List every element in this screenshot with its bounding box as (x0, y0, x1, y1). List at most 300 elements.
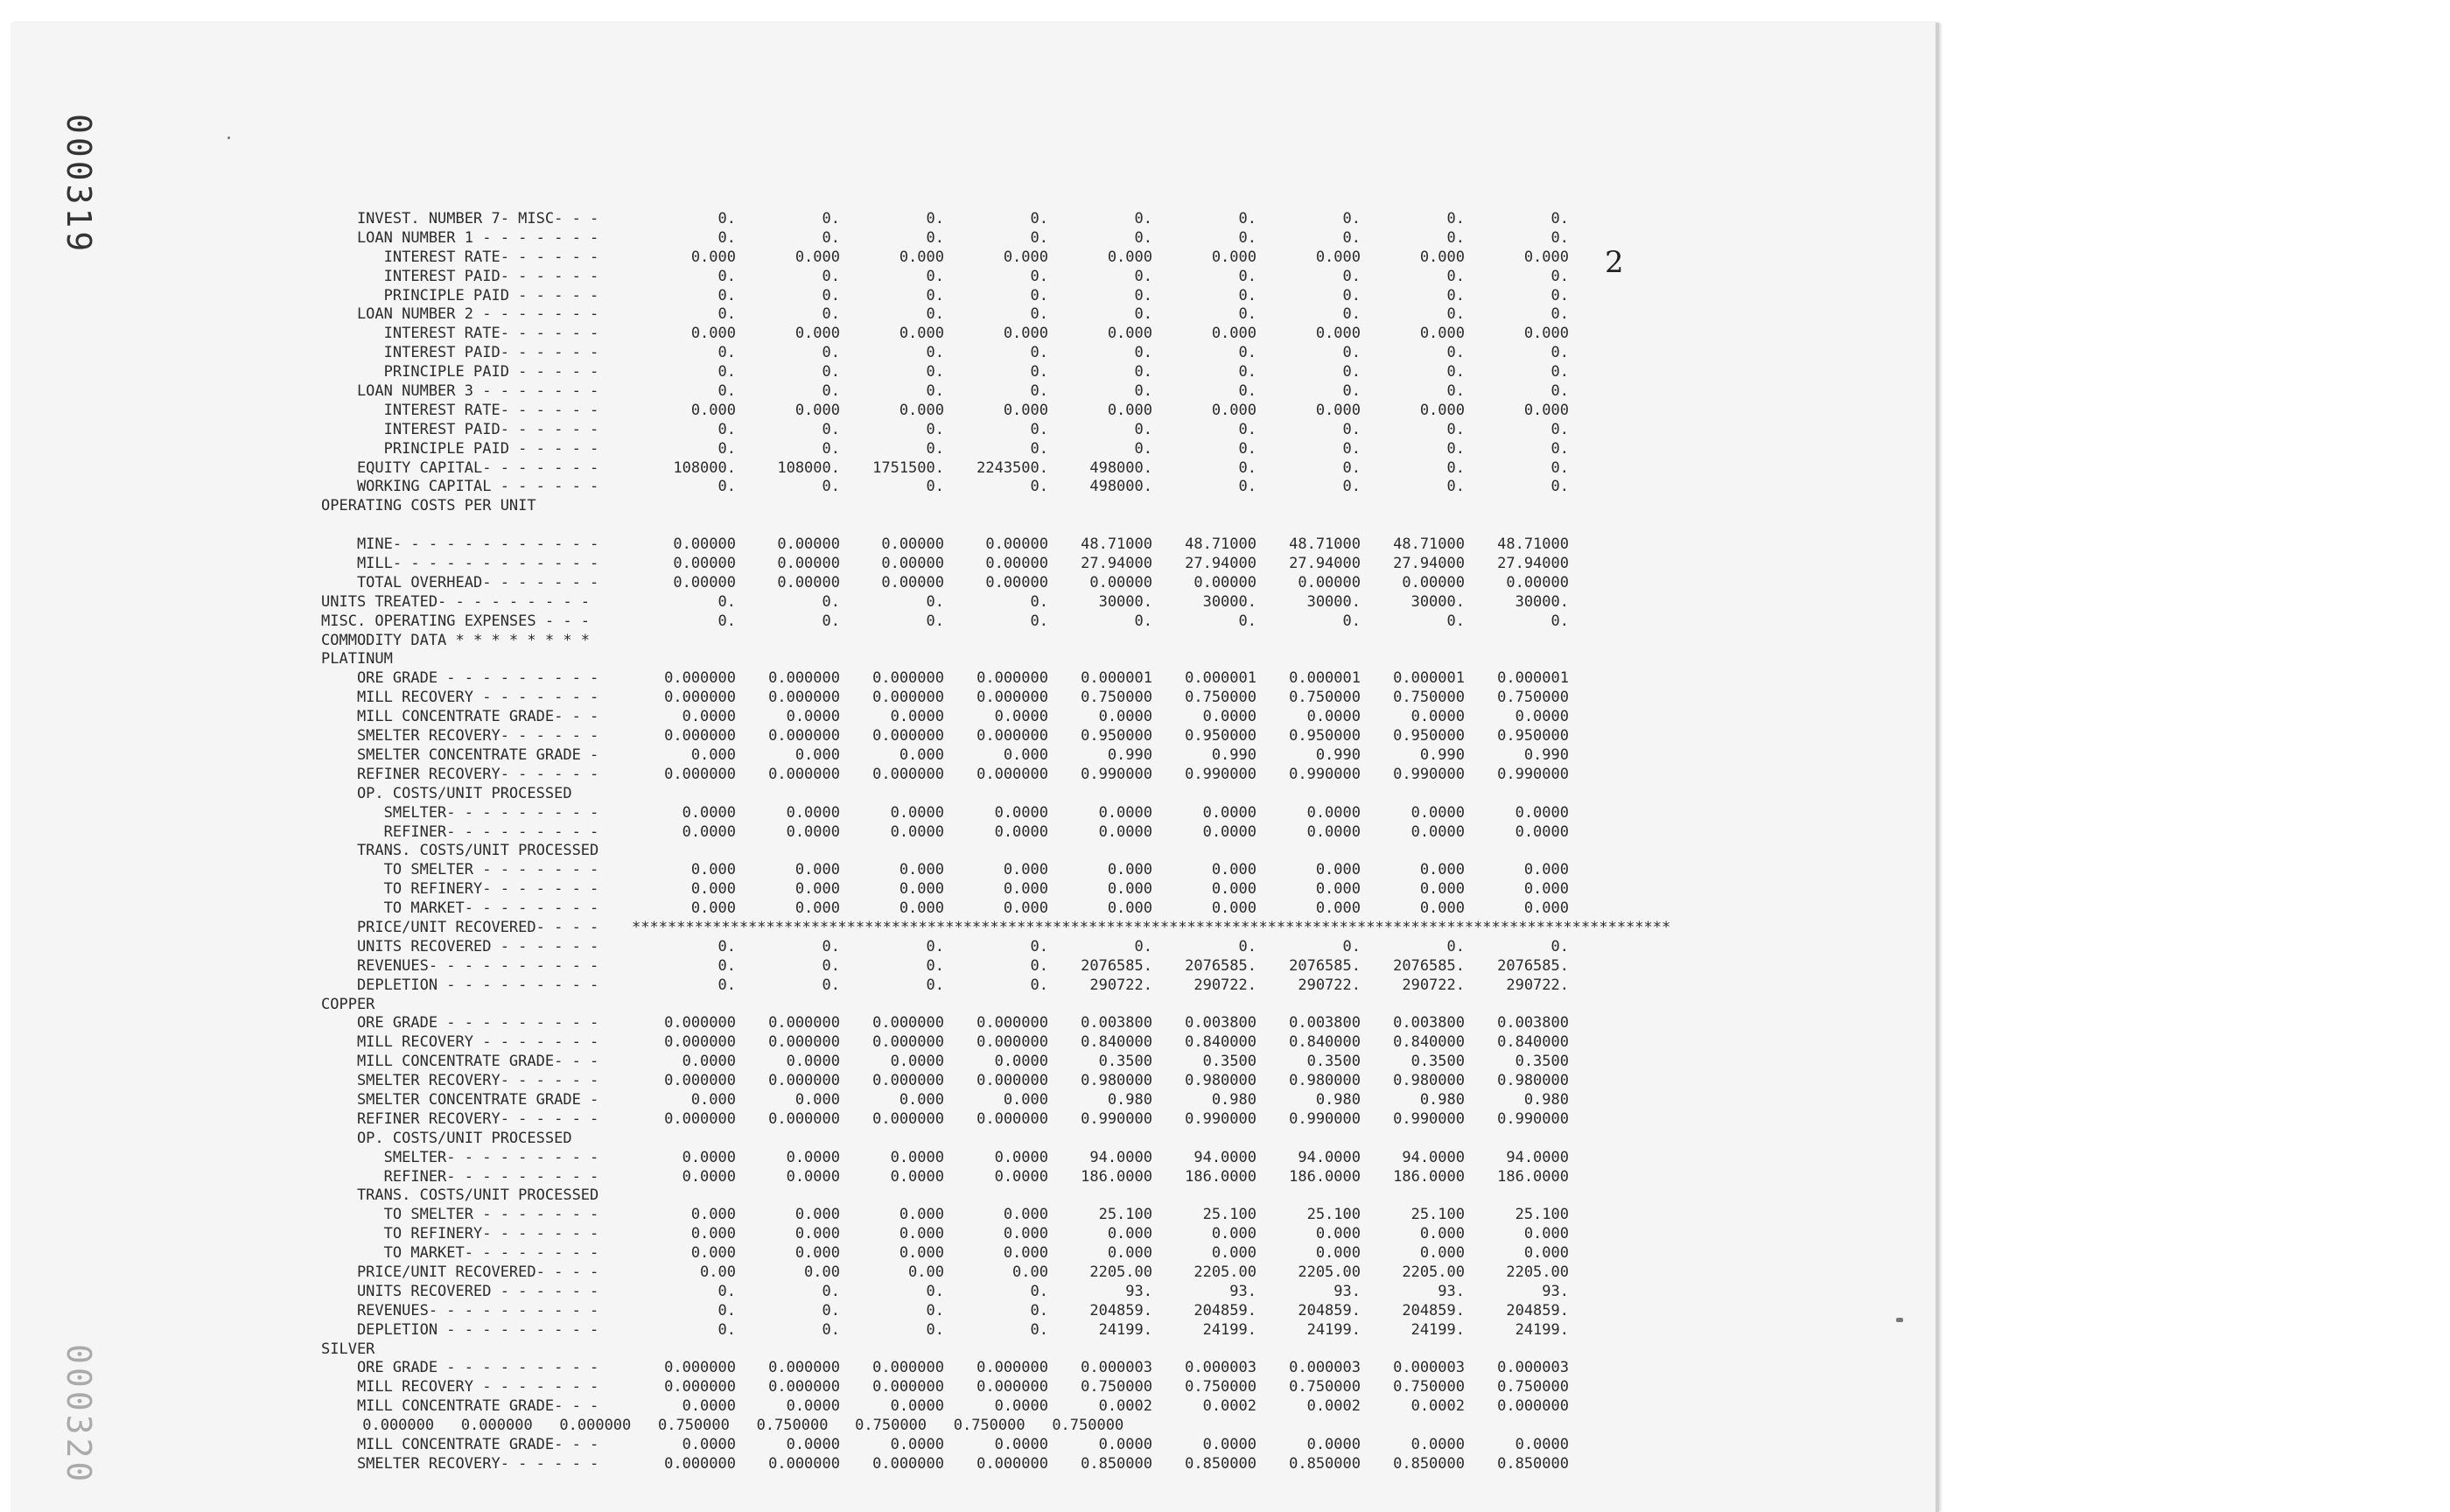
value-cell: 0.000 (899, 861, 944, 879)
value-cell: 0.980 (1523, 1090, 1569, 1109)
value-cell: 0.000 (1003, 248, 1048, 266)
value-cell: 0.0000 (1098, 822, 1152, 841)
row-values (632, 305, 1569, 323)
value-cell: 0. (926, 210, 944, 228)
value-cell: 0.000 (1211, 401, 1256, 419)
value-cell: 0.000 (1211, 861, 1256, 879)
report-row (321, 1455, 1590, 1474)
value-cell: 0. (926, 937, 944, 956)
value-cell: 0.000 (690, 1225, 736, 1243)
value-cell: 0.000 (1523, 1244, 1569, 1263)
value-cell: 0. (822, 956, 840, 975)
value-cell: 0.990000 (1081, 765, 1152, 783)
value-cell: 186.0000 (1289, 1167, 1361, 1186)
value-cell: 0.850000 (1393, 1454, 1465, 1473)
row-values (632, 1455, 1569, 1473)
value-cell: 94.0000 (1298, 1148, 1361, 1166)
value-cell: 0.003800 (1497, 1014, 1569, 1032)
value-cell: 0. (1550, 344, 1569, 362)
report-row (321, 746, 1590, 766)
report-row (321, 766, 1590, 785)
value-cell: 0.000000 (872, 1072, 944, 1090)
value-cell: 0. (1446, 305, 1465, 324)
value-cell: 0. (1550, 210, 1569, 228)
report-row (321, 1225, 1590, 1244)
value-cell: 0.000 (1107, 1225, 1152, 1243)
value-cell: 0. (1550, 382, 1569, 401)
value-cell: 0. (926, 420, 944, 438)
value-cell: 0. (1134, 305, 1152, 324)
value-cell: 0.000000 (976, 727, 1048, 746)
value-cell: 0.000000 (768, 1014, 840, 1032)
row-values (632, 1244, 1569, 1262)
value-cell: 0.990000 (1393, 765, 1465, 783)
value-cell: 0.000 (1107, 900, 1152, 918)
value-cell: 0. (822, 344, 840, 362)
value-cell: 0.990000 (1497, 1110, 1569, 1128)
value-cell: 0. (1134, 382, 1152, 401)
row-values (632, 459, 1569, 477)
value-cell: 0.000 (899, 248, 944, 266)
value-cell: 0. (1446, 612, 1465, 630)
handwritten-mark: 2 (1605, 245, 1624, 280)
value-cell: 0.000000 (664, 1359, 736, 1377)
value-cell: 0.0000 (1515, 803, 1569, 822)
value-cell: 0.000 (1523, 880, 1569, 899)
row-values (632, 1168, 1569, 1186)
value-cell: 0.0000 (1098, 1436, 1152, 1453)
value-cell: 0.000 (794, 325, 840, 343)
value-cell: 94.0000 (1089, 1148, 1152, 1166)
row-values (632, 1053, 1569, 1070)
value-cell: 0.0000 (994, 1053, 1048, 1071)
row-values (632, 1206, 1569, 1223)
report-row (321, 1091, 1590, 1110)
value-cell: 0.0000 (1306, 1436, 1361, 1453)
value-cell: 0.000 (794, 248, 840, 266)
report-row (321, 957, 1590, 976)
row-label: MINE- - - - - - - - - - - - (321, 536, 599, 554)
value-cell: 0.000000 (768, 1359, 840, 1377)
row-values (632, 1378, 1569, 1396)
report-row (321, 689, 1590, 708)
report-row (321, 900, 1590, 919)
report-row (321, 1053, 1590, 1072)
value-cell: 0. (1238, 305, 1256, 324)
value-cell: 0. (1238, 228, 1256, 247)
row-label: INTEREST PAID- - - - - - (321, 420, 599, 438)
value-cell: 0.0002 (1098, 1397, 1152, 1416)
value-cell: 30000. (1202, 592, 1256, 611)
value-cell: 0. (1134, 937, 1152, 956)
row-label: SMELTER- - - - - - - - - (321, 1148, 599, 1166)
row-label: INTEREST RATE- - - - - - (321, 401, 599, 419)
value-cell: 0. (822, 592, 840, 611)
value-cell: 0.00000 (985, 536, 1048, 554)
report-row (321, 440, 1590, 459)
value-cell: 0.980000 (1081, 1072, 1152, 1090)
value-cell: 0.000 (1003, 1090, 1048, 1109)
value-cell: 0.0000 (1306, 822, 1361, 841)
value-cell: 0.000 (1419, 1244, 1465, 1263)
value-cell: 0.00000 (881, 555, 944, 573)
row-values (632, 478, 1569, 495)
row-label: SMELTER CONCENTRATE GRADE - (321, 1090, 599, 1109)
row-values (632, 536, 1569, 553)
value-cell: 0. (822, 1282, 840, 1300)
value-cell: 0. (718, 937, 736, 956)
report-row (321, 305, 1590, 325)
report-row (321, 1014, 1590, 1033)
report-row (321, 1397, 1590, 1417)
report-row (321, 1130, 1590, 1149)
value-cell: 0. (1030, 956, 1048, 975)
value-cell: 0.0000 (786, 1148, 840, 1166)
scan-speck (228, 136, 230, 139)
value-cell: 0. (1030, 344, 1048, 362)
value-cell: 0.000000 (872, 669, 944, 688)
value-cell: 0.840000 (1289, 1033, 1361, 1052)
row-label: OP. COSTS/UNIT PROCESSED (321, 1129, 572, 1147)
row-label: INTEREST PAID- - - - - - (321, 344, 599, 362)
value-cell: 0.980000 (1289, 1072, 1361, 1090)
report-row (321, 1244, 1590, 1264)
row-label: PLATINUM (321, 650, 393, 668)
report-row (321, 478, 1590, 497)
value-cell: 0.000001 (1393, 669, 1465, 688)
value-cell: 0.000000 (664, 1110, 736, 1128)
value-cell: 0.000 (1211, 1225, 1256, 1243)
row-values (632, 746, 1569, 764)
value-cell: 0.000003 (1393, 1359, 1465, 1377)
value-cell: 0. (1134, 612, 1152, 630)
value-cell: 0. (718, 382, 736, 401)
row-label: PRINCIPLE PAID - - - - - (321, 363, 599, 382)
row-label: PRICE/UNIT RECOVERED- - - - (321, 918, 599, 936)
value-cell: 0.000 (1003, 746, 1048, 764)
value-cell: 0.0000 (1098, 803, 1152, 822)
value-cell: 0.000003 (1081, 1359, 1152, 1377)
value-cell: 0. (1342, 458, 1361, 477)
value-cell: 2076585. (1185, 956, 1256, 975)
row-values (632, 804, 1569, 822)
row-values (632, 689, 1569, 706)
row-values (632, 382, 1569, 400)
value-cell: 0.000 (1003, 1244, 1048, 1263)
value-cell: 2076585. (1497, 956, 1569, 975)
value-cell: 0.990 (1419, 746, 1465, 764)
value-cell: 0. (822, 305, 840, 324)
value-cell: 0.0000 (890, 803, 944, 822)
value-cell: 0. (822, 439, 840, 458)
value-cell: 0.000 (1003, 900, 1048, 918)
value-cell: 0.000 (690, 1244, 736, 1263)
value-cell: 0.000 (1523, 401, 1569, 419)
value-cell: 0.000000 (976, 689, 1048, 707)
value-cell: 0. (1446, 363, 1465, 382)
value-cell: 0.00000 (1194, 573, 1256, 592)
report-row (321, 555, 1590, 574)
value-cell: 48.71000 (1393, 536, 1465, 554)
value-cell: 0. (822, 228, 840, 247)
report-row (321, 823, 1590, 843)
value-cell: 0.0000 (682, 1167, 736, 1186)
row-values (632, 1033, 1569, 1051)
value-cell: 0.000 (1003, 880, 1048, 899)
report-row (321, 459, 1590, 479)
value-cell: 0.000 (899, 900, 944, 918)
row-values (632, 287, 1569, 304)
value-cell: 0.000 (1211, 1244, 1256, 1263)
value-cell: 0.000 (1211, 325, 1256, 343)
row-label: PRICE/UNIT RECOVERED- - - - (321, 1263, 599, 1281)
value-cell: 0. (822, 1301, 840, 1320)
report-row (321, 593, 1590, 612)
report-row (321, 861, 1590, 880)
value-cell: 0.000 (1419, 248, 1465, 266)
value-cell: 0. (1446, 439, 1465, 458)
value-cell: 0.000 (1003, 861, 1048, 879)
row-label: MISC. OPERATING EXPENSES - - - (321, 612, 591, 630)
value-cell: 0.0000 (682, 1148, 736, 1166)
value-cell: 0.000000 (976, 1110, 1048, 1128)
row-label: UNITS TREATED- - - - - - - - - (321, 592, 591, 611)
value-cell: 25.100 (1306, 1206, 1361, 1224)
value-cell: 0.0000 (786, 1053, 840, 1071)
value-cell: 0.000 (794, 861, 840, 879)
value-cell: 0.750000 (1497, 1378, 1569, 1396)
value-cell: 0.000 (899, 325, 944, 343)
value-cell: 0.000 (899, 1206, 944, 1224)
value-cell: 0.000 (794, 1244, 840, 1263)
value-cell: 0.000000 (872, 1359, 944, 1377)
report-row (321, 248, 1590, 268)
value-cell: 0. (926, 478, 944, 496)
value-cell: 0. (1134, 267, 1152, 285)
row-values (632, 440, 1569, 458)
report-row (321, 612, 1590, 632)
row-label: ORE GRADE - - - - - - - - - (321, 1359, 599, 1377)
value-cell: 0.990000 (1185, 1110, 1256, 1128)
row-values (632, 1225, 1569, 1242)
report-row (321, 1321, 1590, 1340)
value-cell: 0. (1342, 363, 1361, 382)
row-values (632, 900, 1569, 917)
row-values (632, 727, 1569, 745)
row-values (632, 268, 1569, 285)
value-cell: 0.850000 (1185, 1454, 1256, 1473)
value-cell: 0. (1550, 286, 1569, 304)
value-cell: 0.00000 (881, 573, 944, 592)
row-label: TO MARKET- - - - - - - - (321, 900, 599, 918)
value-cell: 0.0000 (890, 1148, 944, 1166)
row-label: UNITS RECOVERED - - - - - - (321, 937, 599, 956)
value-cell: 0. (718, 267, 736, 285)
value-cell: 0.003800 (1185, 1014, 1256, 1032)
report-row (321, 363, 1590, 382)
row-label: INTEREST RATE- - - - - - (321, 325, 599, 343)
value-cell: 0.000000 (976, 1033, 1048, 1052)
value-cell: 0.3500 (1306, 1053, 1361, 1071)
value-cell: 0.000 (1315, 880, 1361, 899)
row-label: SMELTER- - - - - - - - - (321, 803, 599, 822)
row-label: TO SMELTER - - - - - - - (321, 861, 599, 879)
report-row (321, 1149, 1590, 1168)
value-cell: 0. (1238, 458, 1256, 477)
row-values (632, 421, 1569, 438)
value-cell: 0.000 (1107, 325, 1152, 343)
value-cell: 0. (822, 612, 840, 630)
value-cell: 0.000000 (768, 1378, 840, 1396)
report-row (321, 287, 1590, 306)
value-cell: 0.000000 (768, 727, 840, 746)
value-cell: 0. (718, 976, 736, 994)
page-number-stamp: 000319 (60, 114, 98, 256)
value-cell: 0.990 (1107, 746, 1152, 764)
value-cell: 0.980 (1211, 1090, 1256, 1109)
value-cell: 0.000 (1107, 1244, 1152, 1263)
value-cell: 0. (1550, 478, 1569, 496)
value-cell: 290722. (1402, 976, 1465, 994)
value-cell: 0.000 (899, 401, 944, 419)
value-cell: 0. (1030, 228, 1048, 247)
value-cell: 0. (822, 363, 840, 382)
report-row (321, 1340, 1590, 1360)
value-cell: 0. (1342, 228, 1361, 247)
row-values (632, 976, 1569, 994)
value-cell: 0.000 (899, 1090, 944, 1109)
value-cell: 0.750000 (1497, 689, 1569, 707)
value-cell: 0.000 (1211, 880, 1256, 899)
value-cell: 0.000 (690, 880, 736, 899)
row-values (632, 1014, 1569, 1032)
value-cell: 0. (718, 420, 736, 438)
value-cell: 0.750000 (1289, 1378, 1361, 1396)
value-cell: 0. (822, 286, 840, 304)
report-row (321, 938, 1590, 957)
row-values (632, 1302, 1569, 1320)
value-cell: 0.000 (1419, 1225, 1465, 1243)
value-cell: 0. (926, 363, 944, 382)
scan-speck (1896, 1318, 1903, 1322)
row-label: MILL RECOVERY - - - - - - - (321, 689, 599, 707)
financial-report-table (321, 210, 1671, 1474)
report-row (321, 976, 1590, 996)
value-cell: 0.000 (1315, 1225, 1361, 1243)
value-cell: 0. (1238, 344, 1256, 362)
row-label: MILL CONCENTRATE GRADE- - - (321, 708, 599, 726)
row-label: TOTAL OVERHEAD- - - - - - - (321, 573, 599, 592)
value-cell: 0.0000 (994, 803, 1048, 822)
value-cell: 0. (1030, 1320, 1048, 1339)
value-cell: 498000. (1089, 478, 1152, 496)
value-cell: 0.850000 (1081, 1454, 1152, 1473)
value-cell: 0. (926, 439, 944, 458)
row-values (632, 880, 1569, 898)
value-cell: 30000. (1098, 592, 1152, 611)
value-cell: 0.00000 (777, 536, 840, 554)
row-values (632, 593, 1569, 611)
value-cell: 0.0000 (1202, 1436, 1256, 1453)
report-row (321, 1417, 1590, 1436)
value-cell: 0.000001 (1185, 669, 1256, 688)
value-cell: 0. (1238, 286, 1256, 304)
value-cell: 0.0000 (1515, 1436, 1569, 1453)
value-cell: 186.0000 (1497, 1167, 1569, 1186)
value-cell: 0. (822, 382, 840, 401)
value-cell: 0.00 (804, 1263, 840, 1281)
row-values (632, 229, 1569, 247)
value-cell: 108000. (673, 458, 736, 477)
row-label: MILL CONCENTRATE GRADE- - - (321, 1436, 599, 1453)
report-row (321, 785, 1590, 804)
value-cell: 0.0000 (994, 1397, 1048, 1416)
value-cell: 93. (1542, 1282, 1569, 1300)
row-values (632, 402, 1569, 419)
value-cell: 0.000000 (872, 1110, 944, 1128)
value-cell: 0.980 (1315, 1090, 1361, 1109)
report-row (321, 536, 1590, 555)
value-cell: 0.000 (1107, 401, 1152, 419)
value-cell: 25.100 (1098, 1206, 1152, 1224)
report-row (321, 650, 1590, 669)
value-cell: 0. (1238, 267, 1256, 285)
value-cell: 0.000 (1523, 325, 1569, 343)
value-cell: 0.0000 (1306, 708, 1361, 726)
value-cell: 0. (1030, 612, 1048, 630)
report-row (321, 497, 1590, 516)
value-cell: 0.0000 (890, 1436, 944, 1453)
row-label: SMELTER RECOVERY- - - - - - (321, 727, 599, 746)
row-label: SMELTER RECOVERY- - - - - - (321, 1072, 599, 1090)
value-cell: 0.840000 (1393, 1033, 1465, 1052)
value-cell: 0.0000 (1202, 822, 1256, 841)
value-cell: 0.000000 (872, 1033, 944, 1052)
value-cell: 0.990000 (1393, 1110, 1465, 1128)
row-values (632, 766, 1569, 783)
value-cell: 0.000003 (1497, 1359, 1569, 1377)
row-label: COPPER (321, 995, 375, 1013)
value-cell: 2205.00 (1194, 1263, 1256, 1281)
value-cell: 0.0000 (682, 1397, 736, 1416)
value-cell: 0. (1550, 420, 1569, 438)
value-cell: 0.850000 (1289, 1454, 1361, 1473)
row-values (632, 1397, 1569, 1415)
value-cell: 0.000 (1003, 325, 1048, 343)
value-cell: 0.0000 (786, 1397, 840, 1416)
value-cell: 0. (822, 976, 840, 994)
value-cell: 0. (1238, 382, 1256, 401)
value-cell: 48.71000 (1497, 536, 1569, 554)
row-label: TO REFINERY- - - - - - - (321, 1225, 599, 1243)
value-cell: 0.000000 (768, 669, 840, 688)
value-cell: 290722. (1194, 976, 1256, 994)
value-cell: 0.000 (1107, 248, 1152, 266)
value-cell: 2076585. (1081, 956, 1152, 975)
value-cell: 0. (1342, 439, 1361, 458)
value-cell: 0.00000 (1089, 573, 1152, 592)
value-cell: 0. (1238, 612, 1256, 630)
value-cell: 0. (1550, 612, 1569, 630)
row-values (632, 1072, 1569, 1089)
value-cell: 2076585. (1393, 956, 1465, 975)
value-cell: 0.000 (794, 900, 840, 918)
value-cell: 0.0000 (786, 1167, 840, 1186)
value-cell: 0.000 (794, 1225, 840, 1243)
value-cell: 2076585. (1289, 956, 1361, 975)
row-label: REVENUES- - - - - - - - - - (321, 1301, 599, 1320)
row-label: TO MARKET- - - - - - - - (321, 1244, 599, 1263)
